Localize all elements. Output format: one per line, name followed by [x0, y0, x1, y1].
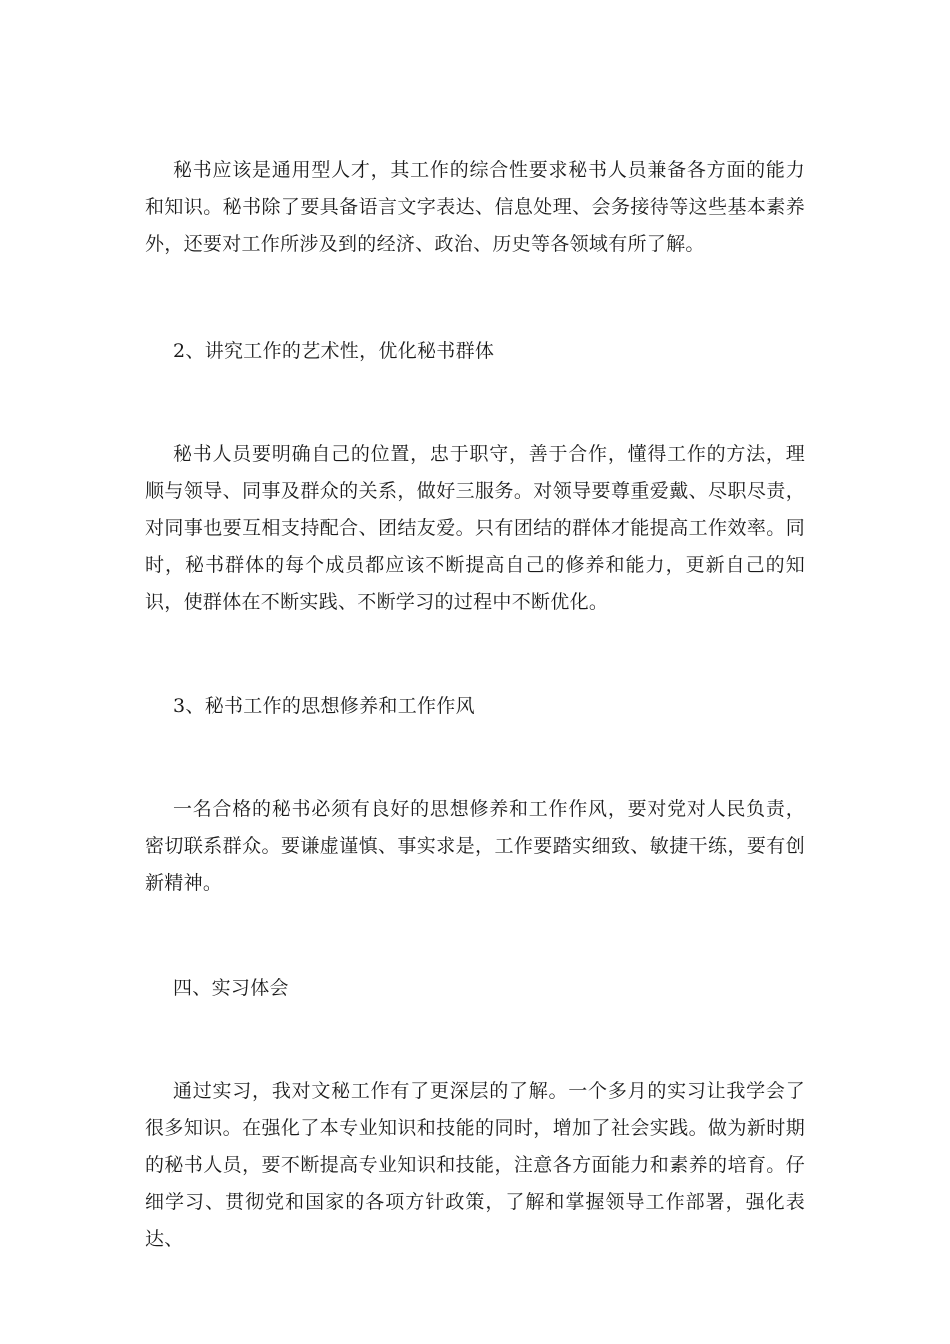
heading-internship-reflection: 四、实习体会 — [173, 977, 289, 999]
paragraph-secretary-generalist: 秘书应该是通用型人才，其工作的综合性要求秘书人员兼备各方面的能力和知识。秘书除了要具备语言文字表达、信息处理、会务接待等这些基本素养外，还要对工作所涉及到的经济、政治、历史等各领域有所了解。 — [145, 159, 805, 255]
heading-ideological-cultivation: 3、秘书工作的思想修养和工作作风 — [173, 695, 475, 717]
paragraph-qualified-secretary: 一名合格的秘书必须有良好的思想修养和工作作风，要对党对人民负责，密切联系群众。要谦虚谨慎、事实求是，工作要踏实细致、敏捷干练，要有创新精神。 — [145, 798, 805, 894]
heading-art-of-work: 2、讲究工作的艺术性，优化秘书群体 — [173, 340, 495, 362]
paragraph-internship-experience: 通过实习，我对文秘工作有了更深层的了解。一个多月的实习让我学会了很多知识。在强化了本专业知识和技能的同时，增加了社会实践。做为新时期的秘书人员，要不断提高专业知识和技能，注意各方面能力和素养的培育。仔细学习、贯彻党和国家的各项方针政策，了解和掌握领导工作部署，强化表达、 — [145, 1080, 805, 1250]
paragraph-secretary-team: 秘书人员要明确自己的位置，忠于职守，善于合作，懂得工作的方法，理顺与领导、同事及群众的关系，做好三服务。对领导要尊重爱戴、尽职尽责，对同事也要互相支持配合、团结友爱。只有团结的群体才能提高工作效率。同时，秘书群体的每个成员都应该不断提高自己的修养和能力，更新自己的知识，使群体在不断实践、不断学习的过程中不断优化。 — [145, 443, 805, 613]
